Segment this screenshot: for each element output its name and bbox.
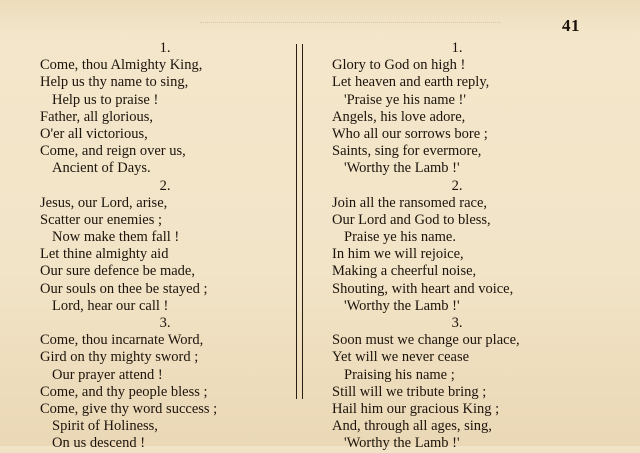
left-hymn-verse-number: 1. (159, 40, 171, 56)
right-hymn-verse-line: Join all the ransomed race, (332, 194, 488, 211)
right-hymn-verse-line: Glory to God on high ! (332, 57, 466, 74)
left-hymn-verse-line: Come, and reign over us, (40, 143, 186, 160)
right-hymn-column (332, 40, 582, 453)
left-hymn-verse-line: Ancient of Days. (52, 160, 151, 177)
left-hymn-verse-line: Jesus, our Lord, arise, (40, 194, 168, 211)
left-hymn-verse-number: 2. (159, 177, 171, 194)
right-hymn-verse-line: In him we will rejoice, (332, 246, 464, 263)
right-hymn-verse-line: And, through all ages, sing, (332, 418, 492, 435)
page-number: 41 (562, 16, 580, 35)
left-hymn-verse-line: Come, give thy word success ; (40, 400, 218, 417)
right-hymn-verse-line: Who all our sorrows bore ; (332, 125, 488, 142)
right-hymn-verse-number: 3. (451, 315, 463, 331)
left-hymn-verse-line: Now make them fall ! (52, 229, 180, 246)
left-hymn-verse-line: Our souls on thee be stayed ; (40, 280, 208, 297)
right-hymn-verse-line: 'Praise ye his name !' (344, 91, 466, 108)
left-hymn-verse-line: Our sure defence be made, (40, 263, 195, 280)
right-hymn-verse-line: Saints, sing for evermore, (332, 143, 482, 160)
right-hymn-verse-number: 2. (451, 177, 463, 194)
left-hymn-verse-number: 3. (159, 315, 171, 331)
left-hymn-verse-line: Spirit of Holiness, (52, 418, 158, 435)
left-hymn-verse-line: Father, all glorious, (40, 108, 153, 125)
right-hymn-verse-line: Praising his name ; (344, 366, 455, 383)
right-hymn-verse-line: Making a cheerful noise, (332, 263, 477, 280)
right-hymn-verse-line: Our Lord and God to bless, (332, 211, 491, 228)
left-hymn-verse-line: Our prayer attend ! (52, 366, 163, 383)
right-hymn-verse-number: 1. (451, 40, 463, 56)
right-hymn-verse-line: 'Worthy the Lamb !' (344, 297, 460, 314)
column-divider-double-rule (296, 44, 303, 399)
left-hymn-verse-line: Come, thou Almighty King, (40, 57, 203, 74)
right-hymn-verse-line: 'Worthy the Lamb !' (344, 435, 460, 452)
left-hymn-verse-line: Come, and thy people bless ; (40, 383, 208, 400)
left-hymn-verse-line: Let thine almighty aid (40, 246, 169, 263)
right-hymn-verse-line: Yet will we never cease (332, 349, 470, 366)
left-hymn-verse-line: Lord, hear our call ! (52, 297, 169, 314)
left-hymn-column (40, 40, 290, 453)
right-hymn-verse-line: Praise ye his name. (344, 229, 456, 246)
left-hymn-verse-line: On us descend ! (52, 435, 146, 452)
left-hymn-verse-line: O'er all victorious, (40, 125, 148, 142)
right-hymn-verse-line: Still will we tribute bring ; (332, 383, 487, 400)
bleed-through-header (200, 10, 500, 23)
right-hymn-verse-line: 'Worthy the Lamb !' (344, 160, 460, 177)
left-hymn-verse-line: Come, thou incarnate Word, (40, 332, 204, 349)
left-hymn-verse-line: Help us to praise ! (52, 91, 159, 108)
right-hymn-verse-line: Shouting, with heart and voice, (332, 280, 514, 297)
right-hymn-verse-line: Let heaven and earth reply, (332, 74, 490, 91)
right-hymn-verse-line: Soon must we change our place, (332, 332, 520, 349)
left-hymn-verse-line: Scatter our enemies ; (40, 211, 162, 228)
right-hymn-verse-line: Angels, his love adore, (332, 108, 466, 125)
right-hymn-verse-line: Hail him our gracious King ; (332, 400, 500, 417)
left-hymn-verse-line: Help us thy name to sing, (40, 74, 189, 91)
left-hymn-verse-line: Gird on thy mighty sword ; (40, 349, 199, 366)
